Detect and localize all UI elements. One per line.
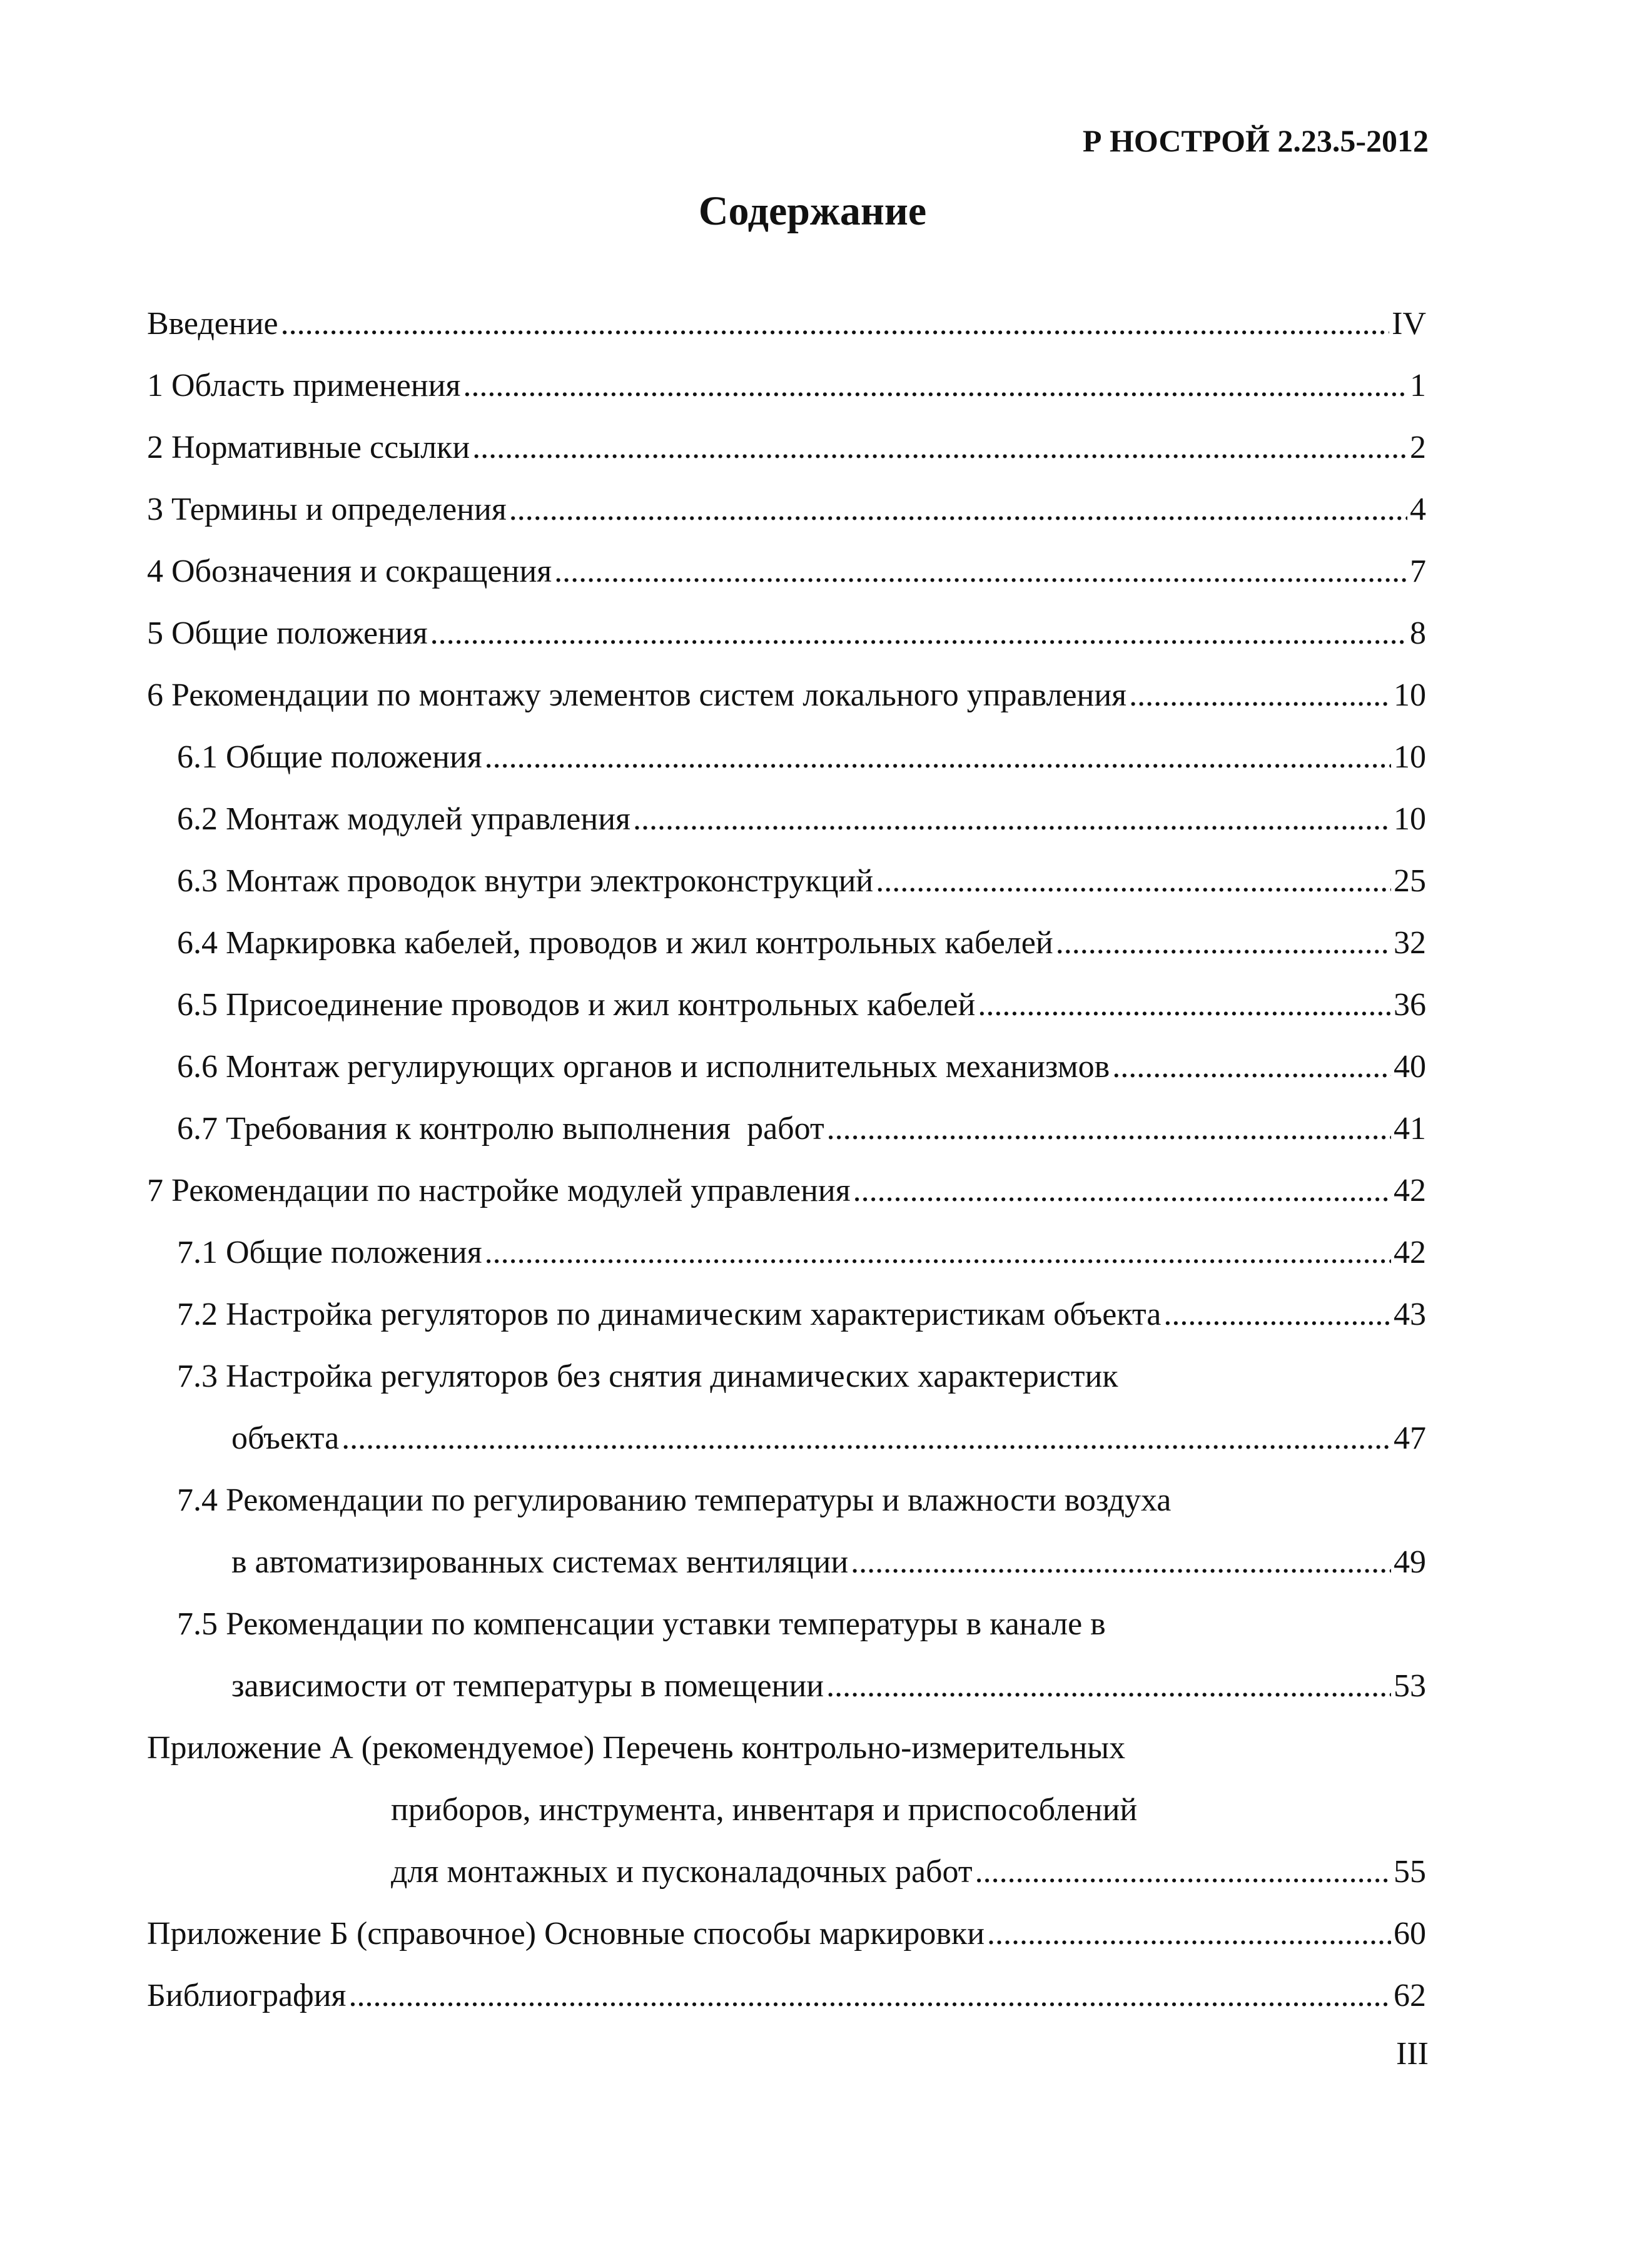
dot-leader: [509, 478, 1407, 540]
toc-entry-title: 1 Область применения: [147, 368, 461, 403]
dot-leader: [1163, 1283, 1391, 1345]
table-of-contents: [147, 293, 1426, 2027]
toc-entry[interactable]: [147, 293, 1426, 355]
toc-entry-title: 6.4 Маркировка кабелей, проводов и жил контрольных кабелей: [177, 925, 1053, 961]
dot-leader: [1112, 1036, 1391, 1098]
toc-entry-page: 10: [1394, 801, 1426, 837]
toc-entry-title: 7.2 Настройка регуляторов по динамическим характеристикам объекта: [177, 1297, 1162, 1332]
dot-leader: [1056, 912, 1391, 974]
toc-entry-page: IV: [1392, 306, 1426, 342]
toc-entry-page: 10: [1394, 677, 1426, 713]
toc-entry[interactable]: [147, 1407, 1426, 1469]
toc-entry-title: Приложение Б (справочное) Основные способы маркировки: [147, 1916, 985, 1952]
toc-entry-page: 1: [1410, 368, 1426, 403]
dot-leader: [826, 1655, 1391, 1717]
toc-entry[interactable]: [147, 355, 1426, 417]
dot-leader: [485, 726, 1391, 788]
toc-entry-page: 49: [1394, 1544, 1426, 1580]
toc-entry[interactable]: [147, 1531, 1426, 1593]
toc-entry[interactable]: [147, 1098, 1426, 1160]
toc-entry-title: 6.7 Требования к контролю выполнения работ: [177, 1111, 824, 1147]
toc-entry[interactable]: [147, 1036, 1426, 1098]
toc-entry-title: зависимости от температуры в помещении: [231, 1668, 824, 1704]
toc-entry-title: 7.5 Рекомендации по компенсации уставки температуры в канале в: [177, 1606, 1106, 1642]
toc-entry-title: объекта: [231, 1420, 340, 1456]
toc-entry-page: 42: [1394, 1235, 1426, 1270]
toc-entry-title: приборов, инструмента, инвентаря и приспособлений: [391, 1792, 1138, 1828]
toc-entry-title: 3 Термины и определения: [147, 492, 507, 527]
dot-leader: [554, 540, 1407, 602]
toc-entry[interactable]: [147, 664, 1426, 726]
toc-entry[interactable]: [147, 478, 1426, 540]
toc-entry-title: Библиография: [147, 1978, 347, 2013]
toc-entry[interactable]: [147, 1160, 1426, 1222]
toc-entry-page: 62: [1394, 1978, 1426, 2013]
toc-entry-title: 6.1 Общие положения: [177, 739, 482, 775]
toc-entry-page: 55: [1394, 1854, 1426, 1890]
toc-entry-title: Приложение А (рекомендуемое) Перечень контрольно-измерительных: [147, 1730, 1126, 1766]
toc-entry[interactable]: [147, 1345, 1426, 1407]
toc-title: Содержание: [698, 188, 927, 234]
toc-entry-page: 10: [1394, 739, 1426, 775]
toc-entry[interactable]: [147, 1283, 1426, 1345]
toc-entry-title: 6.3 Монтаж проводок внутри электроконструкций: [177, 863, 874, 899]
dot-leader: [851, 1531, 1391, 1593]
dot-leader: [978, 974, 1391, 1036]
toc-entry[interactable]: [147, 1655, 1426, 1717]
toc-entry-title: 6.5 Присоединение проводов и жил контрольных кабелей: [177, 987, 976, 1023]
toc-entry-title: 4 Обозначения и сокращения: [147, 554, 552, 589]
toc-entry[interactable]: [147, 974, 1426, 1036]
toc-entry[interactable]: [147, 850, 1426, 912]
toc-entry-title: в автоматизированных системах вентиляции: [231, 1544, 849, 1580]
dot-leader: [633, 788, 1391, 850]
dot-leader: [348, 1965, 1391, 2027]
dot-leader: [827, 1098, 1391, 1160]
toc-entry-page: 7: [1410, 554, 1426, 589]
toc-entry[interactable]: [147, 1903, 1426, 1965]
toc-entry-title: 5 Общие положения: [147, 615, 428, 651]
toc-entry-title: 6.6 Монтаж регулирующих органов и исполнительных механизмов: [177, 1049, 1110, 1085]
toc-entry[interactable]: [147, 540, 1426, 602]
toc-entry-page: 43: [1394, 1297, 1426, 1332]
toc-entry[interactable]: [147, 1779, 1426, 1841]
toc-entry-title: 7 Рекомендации по настройке модулей управления: [147, 1173, 851, 1208]
toc-entry[interactable]: [147, 1222, 1426, 1283]
dot-leader: [987, 1903, 1391, 1965]
toc-entry-title: 7.1 Общие положения: [177, 1235, 482, 1270]
dot-leader: [430, 602, 1407, 664]
dot-leader: [485, 1222, 1391, 1283]
toc-entry-page: 25: [1394, 863, 1426, 899]
toc-entry-title: для монтажных и пусконаладочных работ: [391, 1854, 973, 1890]
toc-entry[interactable]: [147, 726, 1426, 788]
toc-entry-page: 41: [1394, 1111, 1426, 1147]
toc-entry[interactable]: [147, 602, 1426, 664]
toc-entry-page: 60: [1394, 1916, 1426, 1952]
toc-entry[interactable]: [147, 417, 1426, 478]
toc-entry[interactable]: [147, 1841, 1426, 1903]
dot-leader: [975, 1841, 1391, 1903]
toc-entry-title: 2 Нормативные ссылки: [147, 430, 470, 465]
toc-entry-title: Введение: [147, 306, 278, 342]
toc-entry[interactable]: [147, 1593, 1426, 1655]
toc-entry[interactable]: [147, 1717, 1426, 1779]
toc-entry[interactable]: [147, 1965, 1426, 2027]
dot-leader: [463, 355, 1407, 417]
toc-entry-page: 42: [1394, 1173, 1426, 1208]
toc-entry-page: 2: [1410, 430, 1426, 465]
toc-entry-title: 6.2 Монтаж модулей управления: [177, 801, 630, 837]
page-number: III: [1396, 2036, 1429, 2072]
toc-entry-page: 4: [1410, 492, 1426, 527]
toc-entry-page: 8: [1410, 615, 1426, 651]
toc-entry-title: 6 Рекомендации по монтажу элементов систем локального управления: [147, 677, 1127, 713]
dot-leader: [281, 293, 1390, 355]
toc-entry-page: 32: [1394, 925, 1426, 961]
toc-entry[interactable]: [147, 912, 1426, 974]
dot-leader: [472, 417, 1407, 478]
toc-entry-page: 40: [1394, 1049, 1426, 1085]
document-code-header: Р НОСТРОЙ 2.23.5-2012: [1082, 123, 1429, 158]
toc-entry[interactable]: [147, 1469, 1426, 1531]
dot-leader: [1129, 664, 1391, 726]
toc-entry-title: 7.4 Рекомендации по регулированию температуры и влажности воздуха: [177, 1482, 1172, 1518]
dot-leader: [876, 850, 1391, 912]
dot-leader: [853, 1160, 1391, 1222]
dot-leader: [342, 1407, 1391, 1469]
toc-entry[interactable]: [147, 788, 1426, 850]
toc-entry-page: 53: [1394, 1668, 1426, 1704]
toc-entry-page: 47: [1394, 1420, 1426, 1456]
toc-entry-page: 36: [1394, 987, 1426, 1023]
toc-entry-title: 7.3 Настройка регуляторов без снятия динамических характеристик: [177, 1359, 1118, 1394]
